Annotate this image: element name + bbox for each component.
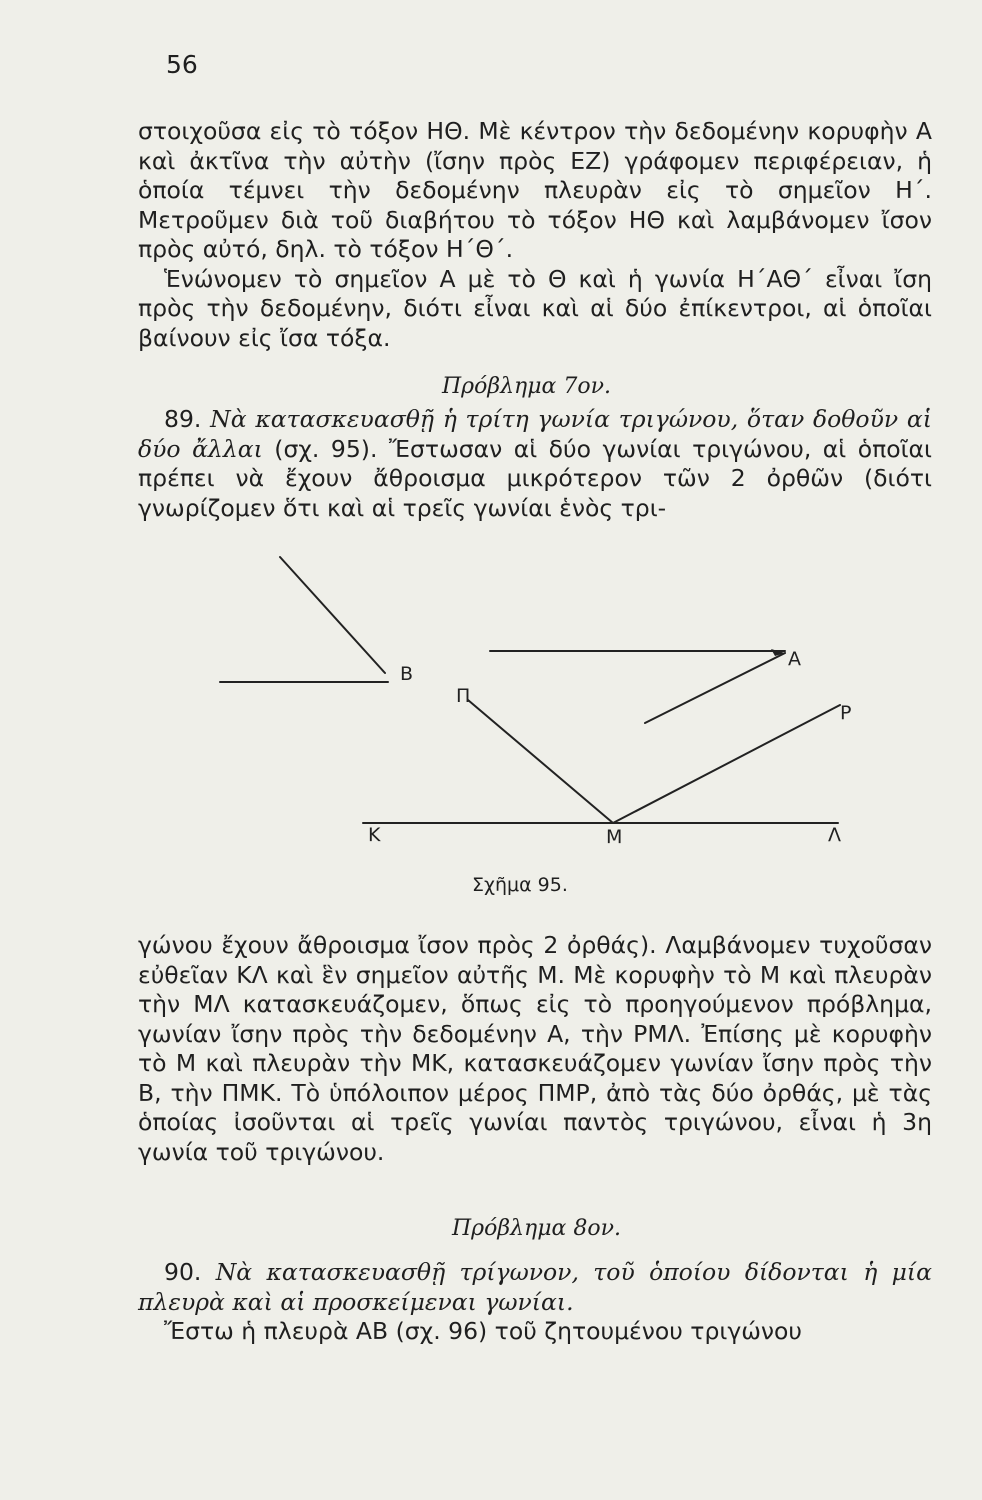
problem-90-block (138, 1258, 932, 1347)
label-pi: Π (456, 685, 471, 707)
problem-90-text: Ἔστω ἡ πλευρὰ ΑΒ (σχ. 96) τοῦ ζητουμένου τριγώνου (164, 1317, 803, 1345)
problem-90-number: 90. (164, 1258, 202, 1286)
paragraph-arc-copy: στοιχοῦσα εἰς τὸ τόξον ΗΘ. Μὲ κέντρον τὴν δεδομένην κορυφὴν Α καὶ ἀκτῖνα τὴν αὐτὴν (ἴσην πρὸς ΕΖ) γράφομεν περιφέρειαν, ἡ ὁποία τέμνει τὴν δεδομένην πλευρὰν εἰς τὸ σημεῖον Η΄. Μετροῦμεν διὰ τοῦ διαβήτου τὸ τόξον ΗΘ καὶ λαμβάνομεν ἴσον πρὸς αὐτό, δηλ. τὸ τόξον Η΄Θ΄. (138, 117, 932, 263)
problem-90-paragraph (138, 1258, 932, 1317)
page-number: 56 (166, 50, 198, 79)
label-m: Μ (606, 826, 623, 848)
angle-a-lower-ray (645, 653, 785, 723)
problem-89-text: Ἔστωσαν αἱ δύο γωνίαι τριγώνου, αἱ ὁποῖαι πρέπει νὰ ἔχουν ἄθροισμα μικρότερον τῶν 2 ὀρθῶν (διότι γνωρίζομεν ὅτι καὶ αἱ τρεῖς γωνίαι ἑνὸς τρι- (138, 434, 932, 522)
label-k: Κ (368, 824, 381, 846)
problem-8-heading: Πρόβλημα 8ον. (452, 1216, 621, 1241)
problem-7-heading: Πρόβλημα 7ον. (442, 374, 611, 399)
paragraph-construction-continued (138, 117, 932, 353)
label-b: Β (400, 663, 414, 685)
problem-89-number: 89. (164, 405, 202, 433)
paragraph-solution (138, 931, 932, 1167)
problem-89-statement: Νὰ κατασκευασθῇ ἡ τρίτη γωνία τριγώνου, ὅταν δοθοῦν αἱ δύο ἄλλαι (138, 405, 932, 463)
problem-89-block (138, 405, 932, 523)
problem-89-paragraph (138, 405, 932, 523)
figure-95 (200, 545, 880, 865)
figure-caption: Σχῆμα 95. (472, 874, 568, 896)
angle-b-upper-ray (280, 557, 385, 673)
problem-90-statement: Νὰ κατασκευασθῇ τρίγωνον, τοῦ ὁποίου δίδονται ἡ μία πλευρὰ καὶ αἱ προσκείμεναι γωνίαι. (138, 1258, 932, 1316)
label-p: Ρ (840, 702, 852, 724)
paragraph-angle-equality: Ἑνώνομεν τὸ σημεῖον Α μὲ τὸ Θ καὶ ἡ γωνία Η΄ΑΘ΄ εἶναι ἴση πρὸς τὴν δεδομένην, διότι εἶναι καὶ αἱ δύο ἐπίκεντροι, αἱ ὁποῖαι βαίνουν εἰς ἴσα τόξα. (138, 264, 932, 352)
label-a: Α (788, 648, 801, 670)
problem-89-figure-ref: (σχ. 95). (262, 434, 389, 463)
ray-mpi (468, 700, 613, 823)
paragraph-solution-text: γώνου ἔχουν ἄθροισμα ἴσον πρὸς 2 ὀρθάς). Λαμβάνομεν τυχοῦσαν εὐθεῖαν ΚΛ καὶ ἓν σημεῖον αὐτῆς Μ. Μὲ κορυφὴν τὸ Μ καὶ πλευρὰν τὴν ΜΛ κατασκευάζομεν, ὅπως εἰς τὸ προηγούμενον πρόβλημα, γωνίαν ἴσην πρὸς τὴν δεδομένην Α, τὴν ΡΜΛ. Ἐπίσης μὲ κορυφὴν τὸ Μ καὶ πλευρὰν τὴν ΜΚ, κατασκευάζομεν γωνίαν ἴσην πρὸς τὴν Β, τὴν ΠΜΚ. Τὸ ὑπόλοιπον μέρος ΠΜΡ, ἀπὸ τὰς δύο ὀρθάς, μὲ τὰς ὁποίας ἰσοῦνται αἱ τρεῖς γωνίαι παντὸς τριγώνου, εἶναι ἡ 3η γωνία τοῦ τριγώνου. (138, 931, 932, 1166)
label-l: Λ (828, 824, 841, 846)
